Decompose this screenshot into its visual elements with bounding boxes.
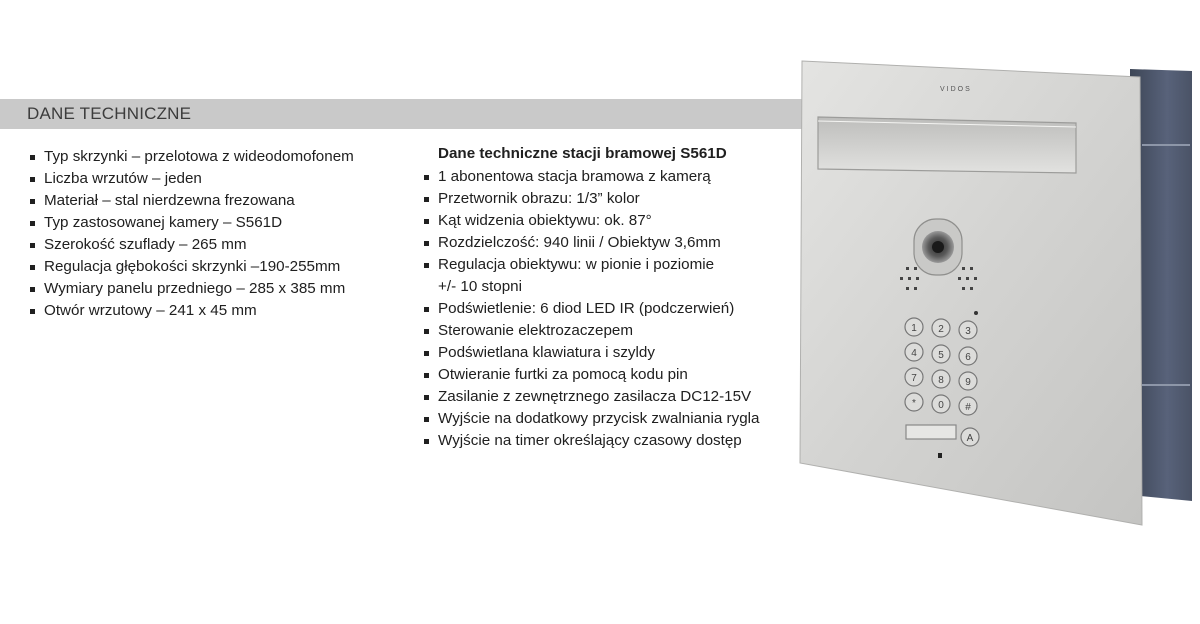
call-button: [961, 428, 979, 446]
list-item: Wyjście na dodatkowy przycisk zwalniania rygla: [422, 408, 759, 430]
key-button: [959, 347, 977, 365]
list-item: Przetwornik obrazu: 1/3” kolor: [422, 188, 759, 210]
list-item: Rozdzielczość: 940 linii / Obiektyw 3,6mm: [422, 232, 759, 254]
svg-text:2: 2: [938, 324, 944, 335]
gate-station-specs-title: Dane techniczne stacji bramowej S561D: [438, 145, 727, 162]
key-button: [959, 321, 977, 339]
list-item: Regulacja obiektywu: w pionie i poziomie: [422, 254, 759, 276]
key-button: [932, 319, 950, 337]
brand-logo: VIDOS: [940, 86, 972, 93]
list-item: Otwór wrzutowy – 241 x 45 mm: [28, 300, 354, 322]
key-button: [932, 345, 950, 363]
svg-text:7: 7: [911, 373, 917, 384]
list-item: Typ skrzynki – przelotowa z wideodomofonem: [28, 146, 354, 168]
list-item-continuation: +/- 10 stopni: [438, 278, 523, 295]
svg-text:0: 0: [938, 400, 944, 411]
svg-text:1: 1: [911, 323, 917, 334]
list-item: Podświetlana klawiatura i szyldy: [422, 342, 759, 364]
list-item: 1 abonentowa stacja bramowa z kamerą: [422, 166, 759, 188]
list-item: Sterowanie elektrozaczepem: [422, 320, 759, 342]
left-spec-list: [28, 146, 354, 322]
key-button: [905, 368, 923, 386]
svg-text:3: 3: [965, 326, 971, 337]
list-item: Otwieranie furtki za pomocą kodu pin: [422, 364, 759, 386]
mail-slot: [818, 117, 1076, 173]
key-button: [905, 393, 923, 411]
key-button: [932, 395, 950, 413]
list-item: Wyjście na timer określający czasowy dostęp: [422, 430, 759, 452]
list-item: Podświetlenie: 6 diod LED IR (podczerwień): [422, 298, 759, 320]
list-item: Materiał – stal nierdzewna frezowana: [28, 190, 354, 212]
svg-text:8: 8: [938, 375, 944, 386]
svg-text:*: *: [912, 398, 916, 409]
key-button: [959, 397, 977, 415]
key-button: [959, 372, 977, 390]
svg-text:4: 4: [911, 348, 917, 359]
key-button: [905, 318, 923, 336]
list-item: Wymiary panelu przedniego – 285 x 385 mm: [28, 278, 354, 300]
list-item: Typ zastosowanej kamery – S561D: [28, 212, 354, 234]
mailbox-illustration: [790, 55, 1200, 535]
name-plate: [906, 425, 956, 439]
key-button: [905, 343, 923, 361]
svg-text:5: 5: [938, 350, 944, 361]
list-item: Liczba wrzutów – jeden: [28, 168, 354, 190]
mailbox-intercom-image: [790, 55, 1200, 535]
list-item: Zasilanie z zewnętrznego zasilacza DC12-15V: [422, 386, 759, 408]
svg-text:6: 6: [965, 352, 971, 363]
svg-text:#: #: [965, 402, 971, 413]
svg-text:9: 9: [965, 377, 971, 388]
section-title: DANE TECHNICZNE: [27, 104, 192, 123]
led-indicator: [938, 453, 942, 458]
right-spec-list: [422, 166, 759, 452]
list-item: Kąt widzenia obiektywu: ok. 87°: [422, 210, 759, 232]
list-item: Szerokość szuflady – 265 mm: [28, 234, 354, 256]
key-button: [932, 370, 950, 388]
svg-text:A: A: [966, 433, 974, 444]
list-item: Regulacja głębokości skrzynki –190-255mm: [28, 256, 354, 278]
